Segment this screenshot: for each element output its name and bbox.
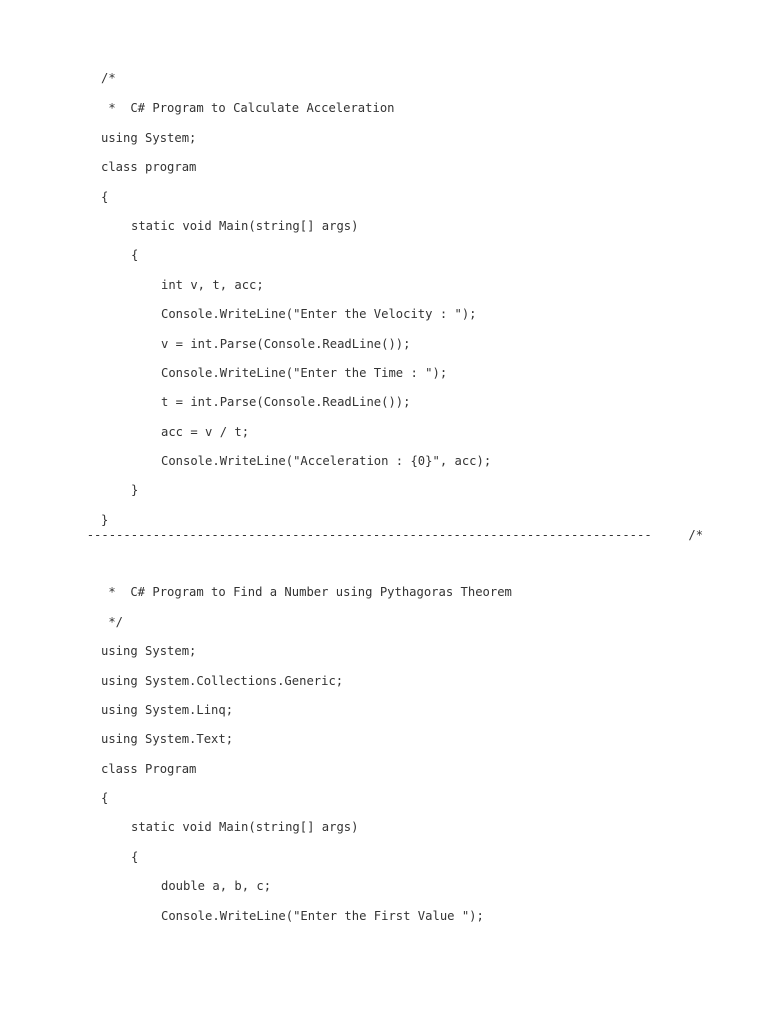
code-line: /* (101, 71, 116, 85)
code-line: { (101, 190, 109, 204)
code-line: using System; (101, 131, 197, 145)
code-line: static void Main(string[] args) (131, 820, 359, 834)
code-line: } (131, 483, 139, 497)
separator-line: ----------------------------------------------------------------------------- /* (72, 528, 704, 542)
code-line: Console.WriteLine("Enter the Velocity : "); (161, 307, 477, 321)
code-line: class Program (101, 762, 197, 776)
code-line: acc = v / t; (161, 425, 250, 439)
code-line: double a, b, c; (161, 879, 272, 893)
code-line: class program (101, 160, 197, 174)
code-line: */ (101, 615, 124, 629)
code-line: using System.Text; (101, 732, 234, 746)
code-line: int v, t, acc; (161, 278, 264, 292)
code-line: Console.WriteLine("Enter the Time : "); (161, 366, 448, 380)
code-line: static void Main(string[] args) (131, 219, 359, 233)
code-line: { (131, 850, 139, 864)
code-line: using System.Collections.Generic; (101, 674, 344, 688)
code-line: { (131, 248, 139, 262)
code-line: t = int.Parse(Console.ReadLine()); (161, 395, 411, 409)
code-line: v = int.Parse(Console.ReadLine()); (161, 337, 411, 351)
code-comment-title: * C# Program to Find a Number using Pythagoras Theorem (101, 585, 512, 599)
code-line: using System.Linq; (101, 703, 234, 717)
code-comment-title: * C# Program to Calculate Acceleration (101, 101, 395, 115)
code-line: { (101, 791, 109, 805)
code-line: Console.WriteLine("Acceleration : {0}", acc); (161, 454, 492, 468)
code-line: using System; (101, 644, 197, 658)
code-line: } (101, 513, 109, 527)
code-line: Console.WriteLine("Enter the First Value "); (161, 909, 484, 923)
